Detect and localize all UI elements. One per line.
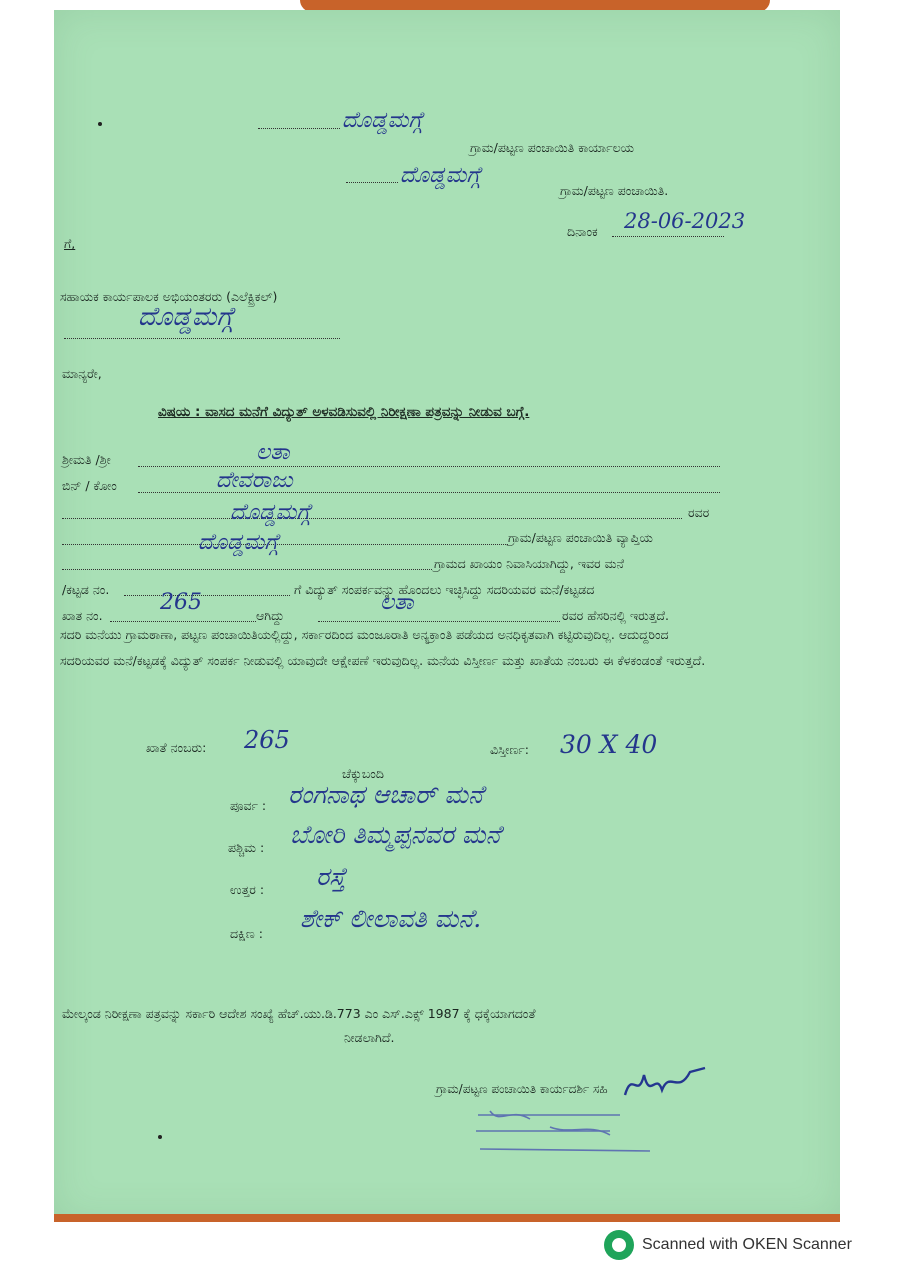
relation-label: ಬಿನ್ / ಕೋಂ (62, 478, 117, 493)
scanner-watermark (604, 1230, 852, 1260)
village2-suffix: ಗ್ರಾಮದ ಖಾಯಂ ನಿವಾಸಿಯಾಗಿದ್ದು, ಇವರ ಮನೆ (434, 556, 624, 571)
east-label: ಪೂರ್ವ : (230, 798, 267, 813)
dotted-line (124, 595, 290, 596)
addressee: ಸಹಾಯಕ ಕಾರ್ಯಪಾಲಕ ಅಭಿಯಂತರರು (ಎಲೆಕ್ಟ್ರಿಕಲ್) (60, 289, 278, 304)
dotted-line (62, 544, 508, 545)
south-value: ಶೇಕ್ ಲೀಲಾವತಿ ಮನೆ. (300, 904, 482, 933)
speck (98, 122, 102, 126)
south-label: ದಕ್ಷಿಣ : (230, 926, 263, 941)
speck (158, 1135, 162, 1139)
header-panchayat-line: ಗ್ರಾಮ/ಪಟ್ಟಣ ಪಂಚಾಯಿತಿ. (560, 183, 669, 198)
dotted-line (258, 128, 340, 129)
village-value: ದೊಡ್ಡಮಗ್ಗೆ (230, 500, 311, 525)
west-value: ಬೋರಿ ತಿಮ್ಮಪ್ಪನವರ ಮನೆ (290, 820, 501, 849)
area-value: 30 X 40 (560, 730, 658, 759)
village-suffix: ಗ್ರಾಮ/ಪಟ್ಟಣ ಪಂಚಾಯಿತಿ ವ್ಯಾಪ್ತಿಯ (508, 530, 653, 545)
relation-value: ದೇವರಾಜು (216, 468, 293, 493)
office-seal-stamp (470, 1105, 670, 1165)
date-label: ದಿನಾಂಕ (567, 224, 598, 239)
owner-value: ಲತಾ (380, 590, 414, 615)
area-label: ವಿಸ್ತೀರ್ಣ: (490, 742, 529, 757)
oken-logo-icon (604, 1230, 634, 1260)
north-label: ಉತ್ತರ : (230, 882, 265, 897)
scanner-text: Scanned with OKEN Scanner (642, 1236, 852, 1253)
boundaries-label: ಚೆಕ್ಕುಬಂದಿ (342, 766, 384, 781)
dotted-line (612, 236, 724, 237)
dotted-line (138, 466, 720, 467)
header-office-line: ಗ್ರಾಮ/ಪಟ್ಟಣ ಪಂಚಾಯಿತಿ ಕಾರ್ಯಾಲಯ (470, 140, 635, 155)
east-value: ರಂಗನಾಥ ಆಚಾರ್ ಮನೆ (288, 780, 483, 809)
building-label: /ಕಟ್ಟಡ ನಂ. (62, 582, 110, 597)
header-village-handwritten: ದೊಡ್ಡಮಗ್ಗೆ (342, 108, 423, 133)
signature-scribble (620, 1060, 710, 1110)
village2-value: ದೊಡ್ಡಮಗ್ಗೆ (198, 530, 279, 555)
agiddu-text: ಆಗಿದ್ದು (256, 608, 285, 623)
building-suffix: ಗೆ ವಿದ್ಯುತ್ ಸಂಪರ್ಕವನ್ನು ಹೊಂದಲು ಇಚ್ಛಿಸಿದ್ದು ಸದರಿಯವರ ಮನೆ/ಕಟ್ಟಡದ (294, 582, 595, 597)
north-value: ರಸ್ತೆ (316, 862, 346, 891)
dotted-line (62, 518, 682, 519)
salutation: ಮಾನ್ಯರೇ, (62, 366, 102, 381)
khata-number-value: 265 (244, 726, 290, 754)
khata-number-label: ಖಾತೆ ನಂಬರು: (146, 740, 207, 755)
khata-label: ಖಾತ ನಂ. (62, 608, 103, 623)
signature-label: ಗ್ರಾಮ/ಪಟ್ಟಣ ಪಂಚಾಯಿತಿ ಕಾರ್ಯದರ್ಶಿ ಸಹಿ (436, 1082, 608, 1096)
date-value: 28-06-2023 (624, 209, 746, 233)
header-village2-handwritten: ದೊಡ್ಡಮಗ್ಗೆ (400, 163, 481, 188)
dotted-line (346, 182, 398, 183)
khata-value-handwritten: 265 (160, 590, 202, 615)
to-label: ಗೆ, (64, 236, 76, 251)
background-edge-bottom (54, 1214, 840, 1222)
owner-suffix: ರವರ ಹೆಸರಿನಲ್ಲಿ ಇರುತ್ತದೆ. (562, 608, 669, 623)
stamp-marks (470, 1105, 670, 1165)
paper-sheet (54, 10, 840, 1220)
ravara-text: ರವರ (688, 505, 710, 520)
west-label: ಪಶ್ಚಿಮ : (228, 840, 265, 855)
dotted-line (64, 338, 340, 339)
closing-line-2: ನೀಡಲಾಗಿದೆ. (344, 1030, 395, 1045)
dotted-line (62, 569, 432, 570)
subject-line: ವಿಷಯ : ವಾಸದ ಮನೆಗೆ ವಿದ್ಯುತ್ ಅಳವಡಿಸುವಲ್ಲಿ ನಿರೀಕ್ಷಣಾ ಪತ್ರವನ್ನು ನೀಡುವ ಬಗ್ಗೆ. (158, 404, 530, 420)
name-value: ಲತಾ (256, 440, 290, 465)
name-label: ಶ್ರೀಮತಿ /ಶ್ರೀ (62, 452, 111, 467)
closing-line: ಮೇಲ್ಕಂಡ ನಿರೀಕ್ಷಣಾ ಪತ್ರವನ್ನು ಸರ್ಕಾರಿ ಆದೇಶ ಸಂಖ್ಯೆ ಹೆಚ್.ಯು.ಡಿ.773 ಎಂ ಎಸ್.ಎಕ್ಸ್ 1987 ಕ್ಕೆ ಧಕ್ಕೆಯಾಗದಂತೆ (62, 1006, 536, 1021)
declaration-paragraph: ಸದರಿ ಮನೆಯು ಗ್ರಾಮಠಾಣಾ, ಪಟ್ಟಣ ಪಂಚಾಯಿತಿಯಲ್ಲಿದ್ದು, ಸರ್ಕಾರದಿಂದ ಮಂಜೂರಾತಿ ಅನ್ಯಕ್ರಾಂತಿ ಪಡೆಯದ ಅನಧಿಕೃತವಾಗಿ ಕಟ್ಟಿರುವುದಿಲ್ಲ. ಆದುದ್ದರಿಂದ ಸದರಿಯವರ ಮನೆ/ಕಟ್ಟಡಕ್ಕೆ ವಿದ್ಯುತ್ ಸಂಪರ್ಕ ನೀಡುವಲ್ಲಿ ಯಾವುದೇ ಆಕ್ಷೇಪಣೆ ಇರುವುದಿಲ್ಲ. ಮನೆಯ ವಿಸ್ತೀರ್ಣ ಮತ್ತು ಖಾತೆಯ ನಂಬರು ಈ ಕೆಳಕಂಡಂತೆ ಇರುತ್ತದೆ. (60, 627, 706, 668)
addressee-place: ದೊಡ್ಡಮಗ್ಗೆ (138, 302, 234, 332)
